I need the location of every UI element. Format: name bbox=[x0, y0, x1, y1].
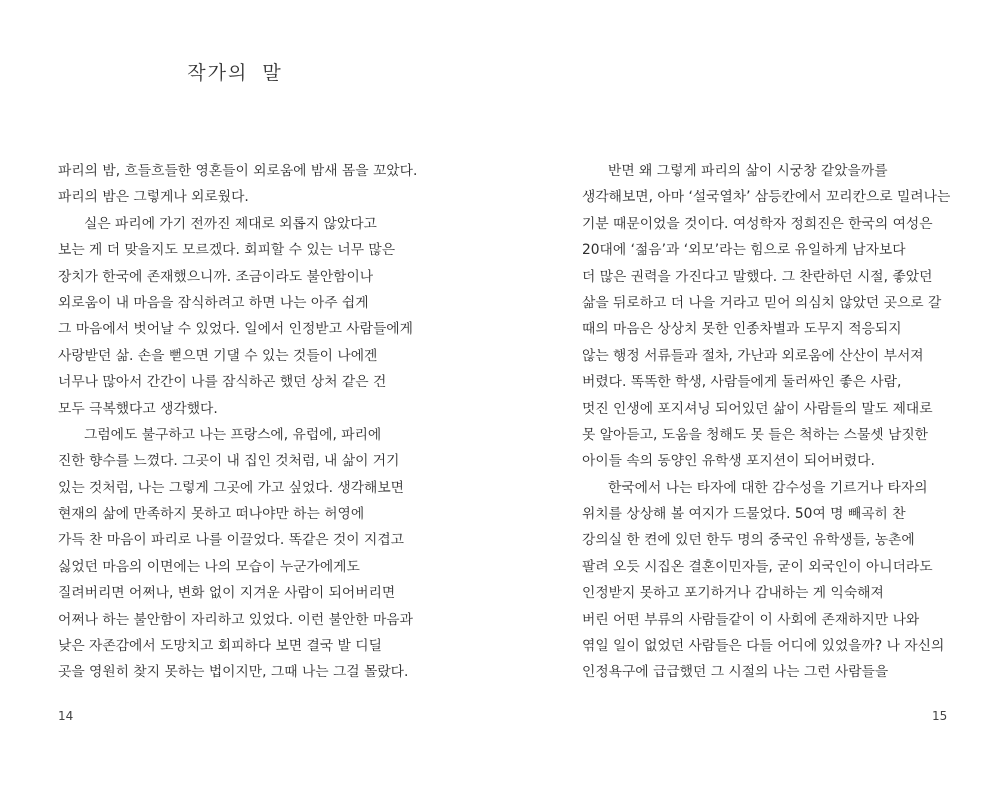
right-page-text-line: 강의실 한 켠에 있던 한두 명의 중국인 유학생들, 농촌에 bbox=[582, 532, 915, 549]
left-page-number: 14 bbox=[58, 709, 74, 723]
right-page-text-line: 팔려 오듯 시집온 결혼이민자들, 굳이 외국인이 아니더라도 bbox=[582, 558, 933, 575]
left-page-text-line: 그럼에도 불구하고 나는 프랑스에, 유럽에, 파리에 bbox=[84, 426, 382, 443]
left-page-text-line: 외로움이 내 마음을 잠식하려고 하면 나는 아주 쉽게 bbox=[58, 294, 369, 311]
left-page-text-line: 실은 파리에 가기 전까진 제대로 외롭지 않았다고 bbox=[84, 215, 377, 232]
right-page-text-line: 반면 왜 그렇게 파리의 삶이 시궁창 같았을까를 bbox=[608, 163, 888, 179]
left-page-text-line: 파리의 밤은 그렇게나 외로웠다. bbox=[58, 189, 249, 206]
right-page-text-line: 한국에서 나는 타자에 대한 감수성을 기르거나 타자의 bbox=[608, 479, 928, 496]
left-page-text-line: 파리의 밤, 흐들흐들한 영혼들이 외로움에 밤새 몸을 꼬았다. bbox=[58, 163, 418, 179]
right-page-text-line: 삶을 뒤로하고 더 나을 거라고 믿어 의심치 않았던 곳으로 갈 bbox=[582, 294, 942, 311]
right-page-text-line: 아이들 속의 동양인 유학생 포지션이 되어버렸다. bbox=[582, 453, 875, 470]
right-page-text-line: 인정욕구에 급급했던 그 시절의 나는 그런 사람들을 bbox=[582, 664, 889, 681]
right-page-body bbox=[582, 158, 970, 686]
right-page-text-line: 기분 때문이었을 것이다. 여성학자 정희진은 한국의 여성은 bbox=[582, 215, 933, 232]
left-page-text-line: 어쩌나 하는 불안함이 자리하고 있었다. 이런 불안한 마음과 bbox=[58, 611, 413, 628]
right-page-text-line: 인정받지 못하고 포기하거나 감내하는 게 익숙해져 bbox=[582, 585, 884, 602]
right-page-text-line: 버렸다. 똑똑한 학생, 사람들에게 둘러싸인 좋은 사람, bbox=[582, 374, 902, 391]
right-page-text-line: 20대에 ‘젊음’과 ‘외모’라는 힘으로 유일하게 남자보다 bbox=[582, 242, 906, 259]
left-page-text-line: 보는 게 더 맞을지도 모르겠다. 회피할 수 있는 너무 많은 bbox=[58, 242, 396, 259]
left-page-body bbox=[58, 158, 438, 686]
right-page-text-line: 엮일 일이 없었던 사람들은 다들 어디에 있었을까? 나 자신의 bbox=[582, 638, 945, 655]
left-page-text-line: 곳을 영원히 찾지 못하는 법이지만, 그때 나는 그걸 몰랐다. bbox=[58, 664, 409, 681]
left-page-text-line: 너무나 많아서 간간이 나를 잠식하곤 했던 상처 같은 건 bbox=[58, 374, 387, 391]
left-page-text-line: 있는 것처럼, 나는 그렇게 그곳에 가고 싶었다. 생각해보면 bbox=[58, 479, 405, 496]
left-page-text-line: 현재의 삶에 만족하지 못하고 떠나야만 하는 허영에 bbox=[58, 506, 365, 523]
left-page-text-line: 낮은 자존감에서 도망치고 회피하다 보면 결국 발 디딜 bbox=[58, 638, 382, 655]
left-page-text-line: 싫었던 마음의 이면에는 나의 모습이 누군가에게도 bbox=[58, 558, 360, 575]
left-page-text-line: 진한 향수를 느꼈다. 그곳이 내 집인 것처럼, 내 삶이 거기 bbox=[58, 453, 400, 470]
right-page-number: 15 bbox=[932, 709, 948, 723]
left-page-text-line: 장치가 한국에 존재했으니까. 조금이라도 불안함이나 bbox=[58, 268, 374, 285]
left-page-text-line: 가득 찬 마음이 파리로 나를 이끌었다. 똑같은 것이 지겹고 bbox=[58, 532, 405, 549]
right-page-text-line: 않는 행정 서류들과 절차, 가난과 외로움에 산산이 부서져 bbox=[582, 347, 924, 364]
right-page-text-line: 못 알아듣고, 도움을 청해도 못 들은 척하는 스물셋 남짓한 bbox=[582, 426, 929, 443]
chapter-title: 작가의 말 bbox=[187, 62, 283, 84]
left-page-text-line: 그 마음에서 벗어날 수 있었다. 일에서 인정받고 사람들에게 bbox=[58, 321, 413, 338]
left-page-text-line: 질려버리면 어쩌나, 변화 없이 지겨운 사람이 되어버리면 bbox=[58, 585, 396, 602]
right-page-text-line: 생각해보면, 아마 ‘설국열차’ 삼등칸에서 꼬리칸으로 밀려나는 bbox=[582, 189, 951, 206]
right-page-text-line: 위치를 상상해 볼 여지가 드물었다. 50여 명 빼곡히 찬 bbox=[582, 506, 906, 523]
right-page-text-line: 버린 어떤 부류의 사람들같이 이 사회에 존재하지만 나와 bbox=[582, 611, 920, 628]
left-page-text-line: 모두 극복했다고 생각했다. bbox=[58, 400, 218, 417]
right-page-text-line: 더 많은 권력을 가진다고 말했다. 그 찬란하던 시절, 좋았던 bbox=[582, 268, 933, 285]
left-page-text-line: 사랑받던 삶. 손을 뻗으면 기댈 수 있는 것들이 나에겐 bbox=[58, 347, 378, 364]
right-page-text-line: 멋진 인생에 포지셔닝 되어있던 삶이 사람들의 말도 제대로 bbox=[582, 400, 933, 417]
right-page-text-line: 때의 마음은 상상치 못한 인종차별과 도무지 적응되지 bbox=[582, 321, 902, 338]
